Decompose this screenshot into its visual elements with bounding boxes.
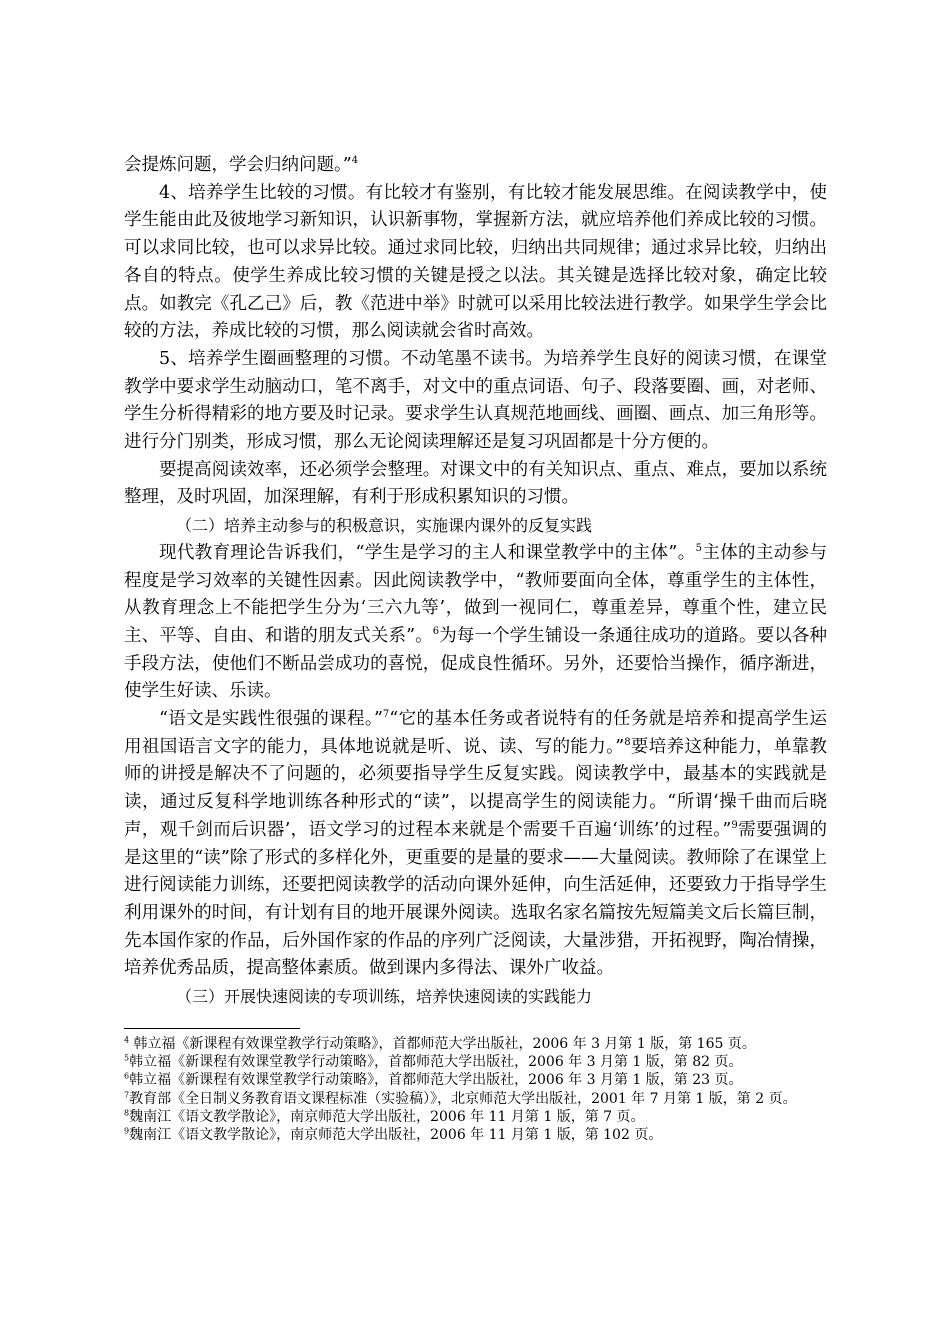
paragraph-text: 会提炼问题，学会归纳问题。” bbox=[124, 155, 352, 175]
paragraph-text: 主体的主动参与程度是学习效率的关键性因素。因此阅读教学中，“教师要面向全体，尊重学生的主体性，从教育理念上不能把学生分为‘三六九等’，做到一视同仁，尊重差异，尊重个性，建立民主、平等、自由、和谐的朋友式关系”。 bbox=[124, 542, 827, 646]
footnote-text: 韩立福《新课程有效课堂教学行动策略》，首都师范大学出版社，2006 年 3 月第 1 版，第 82 页。 bbox=[129, 1054, 743, 1071]
section-heading bbox=[124, 512, 827, 540]
footnote-marker: 7 bbox=[382, 709, 390, 721]
paragraph-text: 为每一个学生铺设一条通往成功的道路。要以各种手段方法，使他们不断品尝成功的喜悦，促成良性循环。另外，还要恰当操作，循序渐进，使学生好读、乐读。 bbox=[124, 625, 827, 702]
footnote-text: 韩立福《新课程有效课堂教学行动策略》，首都师范大学出版社，2006 年 3 月第 1 版，第 165 页。 bbox=[129, 1036, 756, 1052]
paragraph bbox=[124, 152, 827, 180]
footnote-marker: 9 bbox=[731, 820, 738, 832]
footnote bbox=[124, 1035, 824, 1053]
footnote bbox=[124, 1053, 824, 1071]
footnote-marker: 4 bbox=[351, 155, 359, 167]
paragraph-text: （三）开展快速阅读的专项训练，培养快速阅读的实践能力 bbox=[176, 987, 593, 1007]
paragraph bbox=[124, 706, 827, 983]
footnote-text: 魏南江《语文教学散论》，南京师范大学出版社，2006 年 11 月第 1 版，第 102 页。 bbox=[129, 1127, 663, 1144]
footnote bbox=[124, 1126, 824, 1144]
footnote bbox=[124, 1090, 824, 1108]
footnote-number: 4 bbox=[124, 1035, 130, 1045]
footnote-number: 8 bbox=[124, 1108, 130, 1118]
paragraph bbox=[124, 346, 827, 457]
paragraph-text: 现代教育理论告诉我们，“学生是学习的主人和课堂教学中的主体”。 bbox=[159, 542, 696, 563]
paragraph-text: （二）培养主动参与的积极意识，实施课内课外的反复实践 bbox=[176, 516, 593, 536]
paragraph bbox=[124, 540, 827, 706]
footnote bbox=[124, 1108, 824, 1126]
paragraph-text: 需要强调的是这里的“读”除了形式的多样化外，更重要的是量的要求——大量阅读。教师除了在课堂上进行阅读能力训练，还要把阅读教学的活动向课外延伸，向生活延伸，还要致力于指导学生利用课外的时间，有计划有目的地开展课外阅读。选取名家名篇按先短篇美文后长篇巨制，先本国作家的作品，后外国作家的作品的序列广泛阅读，大量涉猎，开拓视野，陶冶情操，培养优秀品质，提高整体素质。做到课内多得法、课外广收益。 bbox=[124, 819, 827, 979]
paragraph-text: 要提高阅读效率，还必须学会整理。对课文中的有关知识点、重点、难点，要加以系统整理，及时巩固，加深理解，有利于形成积累知识的习惯。 bbox=[124, 459, 827, 508]
body-text bbox=[124, 152, 827, 1011]
footnote-marker: 8 bbox=[624, 736, 631, 748]
footnote-separator bbox=[124, 1028, 300, 1029]
footnote-text: 魏南江《语文教学散论》，南京师范大学出版社，2006 年 11 月第 1 版，第 7 页。 bbox=[129, 1108, 645, 1125]
footnote-number: 5 bbox=[124, 1053, 130, 1063]
paragraph-text: 要培养这种能力，单靠教师的讲授是解决不了问题的，必须要指导学生反复实践。阅读教学中，最基本的实践就是读，通过反复科学地训练各种形式的“读”，以提高学生的阅读能力。“所谓‘操千曲而后晓声，观千剑而后识器’，语文学习的过程本来就是个需要千百遍‘训练’的过程。” bbox=[124, 736, 828, 840]
footnote-text: 教育部《全日制义务教育语文课程标准（实验稿）》，北京师范大学出版社，2001 年 7 月第 1 版，第 2 页。 bbox=[129, 1090, 797, 1107]
footnote-marker: 5 bbox=[695, 543, 702, 555]
footnote-text: 韩立福《新课程有效课堂教学行动策略》，首都师范大学出版社，2006 年 3 月第 1 版，第 23 页。 bbox=[129, 1072, 743, 1089]
paragraph bbox=[124, 457, 827, 512]
paragraph-text: “语文是实践性很强的课程。” bbox=[159, 709, 383, 730]
paragraph bbox=[124, 180, 827, 346]
footnotes bbox=[124, 1035, 824, 1144]
footnote-number: 7 bbox=[124, 1089, 130, 1099]
footnote-marker: 6 bbox=[432, 626, 440, 638]
paragraph-text: 4、培养学生比较的习惯。有比较才有鉴别，有比较才能发展思维。在阅读教学中，使学生能由此及彼地学习新知识，认识新事物，掌握新方法，就应培养他们养成比较的习惯。可以求同比较，也可以求异比较。通过求同比较，归纳出共同规律；通过求异比较，归纳出各自的特点。使学生养成比较习惯的关键是授之以法。其关键是选择比较对象，确定比较点。如教完《孔乙己》后，教《范进中举》时就可以采用比较法进行教学。如果学生学会比较的方法，养成比较的习惯，那么阅读就会省时高效。 bbox=[124, 182, 827, 342]
paragraph-text: “它的基本任务或者说特有的任务就是培养和提高学生运用祖国语言文字的能力，具体地说就是听、说、读、写的能力。” bbox=[124, 709, 827, 757]
paragraph-text: 5、培养学生圈画整理的习惯。不动笔墨不读书。为培养学生良好的阅读习惯，在课堂教学中要求学生动脑动口，笔不离手，对文中的重点词语、句子、段落要圈、画，对老师、学生分析得精彩的地方要及时记录。要求学生认真规范地画线、画圈、画点、加三角形等。进行分门别类，形成习惯，那么无论阅读理解还是复习巩固都是十分方便的。 bbox=[124, 348, 827, 453]
section-heading bbox=[124, 983, 827, 1011]
footnote bbox=[124, 1071, 824, 1089]
footnote-number: 6 bbox=[124, 1071, 130, 1081]
footnote-number: 9 bbox=[124, 1126, 130, 1136]
